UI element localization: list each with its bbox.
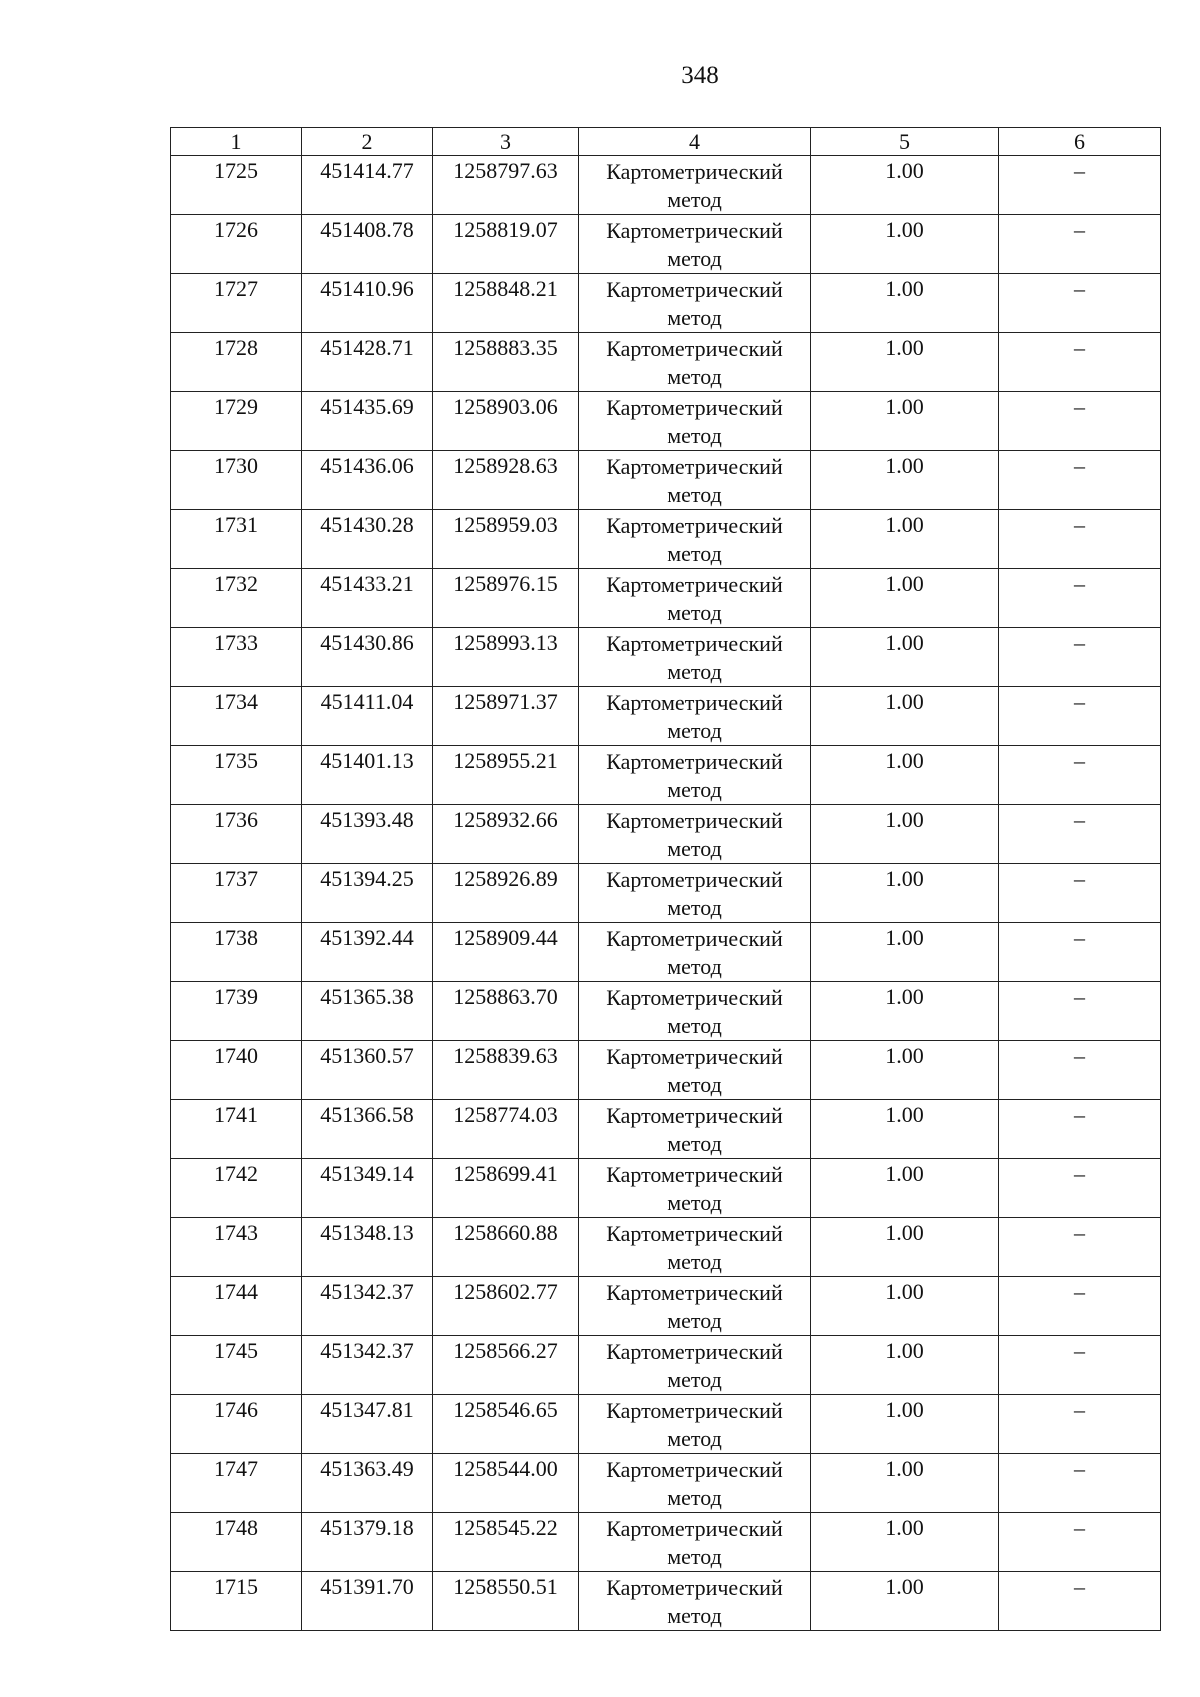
note-cell: – <box>999 1100 1161 1159</box>
method-cell: Картометрический метод <box>579 982 811 1041</box>
point-number-cell: 1746 <box>171 1395 302 1454</box>
y-coordinate-cell: 1258797.63 <box>433 156 579 215</box>
y-coordinate-cell: 1258839.63 <box>433 1041 579 1100</box>
point-number-cell: 1731 <box>171 510 302 569</box>
point-number-cell: 1742 <box>171 1159 302 1218</box>
y-coordinate-cell: 1258955.21 <box>433 746 579 805</box>
accuracy-cell: 1.00 <box>811 1454 999 1513</box>
accuracy-cell: 1.00 <box>811 864 999 923</box>
table-row <box>171 1041 1161 1100</box>
y-coordinate-cell: 1258546.65 <box>433 1395 579 1454</box>
accuracy-cell: 1.00 <box>811 451 999 510</box>
table-row <box>171 1395 1161 1454</box>
point-number-cell: 1743 <box>171 1218 302 1277</box>
method-cell: Картометрический метод <box>579 1041 811 1100</box>
note-cell: – <box>999 569 1161 628</box>
accuracy-cell: 1.00 <box>811 687 999 746</box>
page-number: 348 <box>681 62 719 89</box>
note-cell: – <box>999 1454 1161 1513</box>
method-cell: Картометрический метод <box>579 1336 811 1395</box>
point-number-cell: 1739 <box>171 982 302 1041</box>
accuracy-cell: 1.00 <box>811 215 999 274</box>
x-coordinate-cell: 451433.21 <box>302 569 433 628</box>
header-cell-3: 3 <box>433 128 579 156</box>
note-cell: – <box>999 510 1161 569</box>
accuracy-cell: 1.00 <box>811 982 999 1041</box>
accuracy-cell: 1.00 <box>811 923 999 982</box>
point-number-cell: 1728 <box>171 333 302 392</box>
y-coordinate-cell: 1258550.51 <box>433 1572 579 1631</box>
y-coordinate-cell: 1258928.63 <box>433 451 579 510</box>
table-row <box>171 1572 1161 1631</box>
x-coordinate-cell: 451347.81 <box>302 1395 433 1454</box>
y-coordinate-cell: 1258909.44 <box>433 923 579 982</box>
point-number-cell: 1737 <box>171 864 302 923</box>
header-cell-4: 4 <box>579 128 811 156</box>
x-coordinate-cell: 451401.13 <box>302 746 433 805</box>
note-cell: – <box>999 274 1161 333</box>
method-cell: Картометрический метод <box>579 156 811 215</box>
accuracy-cell: 1.00 <box>811 1100 999 1159</box>
x-coordinate-cell: 451436.06 <box>302 451 433 510</box>
point-number-cell: 1734 <box>171 687 302 746</box>
note-cell: – <box>999 1159 1161 1218</box>
point-number-cell: 1744 <box>171 1277 302 1336</box>
table-row <box>171 628 1161 687</box>
point-number-cell: 1747 <box>171 1454 302 1513</box>
y-coordinate-cell: 1258959.03 <box>433 510 579 569</box>
note-cell: – <box>999 1041 1161 1100</box>
x-coordinate-cell: 451366.58 <box>302 1100 433 1159</box>
table-row <box>171 1454 1161 1513</box>
y-coordinate-cell: 1258699.41 <box>433 1159 579 1218</box>
method-cell: Картометрический метод <box>579 1100 811 1159</box>
accuracy-cell: 1.00 <box>811 1572 999 1631</box>
table-row <box>171 1100 1161 1159</box>
y-coordinate-cell: 1258819.07 <box>433 215 579 274</box>
x-coordinate-cell: 451363.49 <box>302 1454 433 1513</box>
note-cell: – <box>999 805 1161 864</box>
accuracy-cell: 1.00 <box>811 392 999 451</box>
method-cell: Картометрический метод <box>579 1277 811 1336</box>
x-coordinate-cell: 451414.77 <box>302 156 433 215</box>
y-coordinate-cell: 1258926.89 <box>433 864 579 923</box>
y-coordinate-cell: 1258863.70 <box>433 982 579 1041</box>
table-row <box>171 805 1161 864</box>
y-coordinate-cell: 1258774.03 <box>433 1100 579 1159</box>
accuracy-cell: 1.00 <box>811 510 999 569</box>
point-number-cell: 1736 <box>171 805 302 864</box>
point-number-cell: 1732 <box>171 569 302 628</box>
x-coordinate-cell: 451392.44 <box>302 923 433 982</box>
method-cell: Картометрический метод <box>579 1572 811 1631</box>
accuracy-cell: 1.00 <box>811 1513 999 1572</box>
accuracy-cell: 1.00 <box>811 274 999 333</box>
note-cell: – <box>999 1277 1161 1336</box>
table-row <box>171 510 1161 569</box>
method-cell: Картометрический метод <box>579 392 811 451</box>
x-coordinate-cell: 451435.69 <box>302 392 433 451</box>
note-cell: – <box>999 215 1161 274</box>
method-cell: Картометрический метод <box>579 923 811 982</box>
header-cell-6: 6 <box>999 128 1161 156</box>
header-cell-2: 2 <box>302 128 433 156</box>
y-coordinate-cell: 1258660.88 <box>433 1218 579 1277</box>
point-number-cell: 1725 <box>171 156 302 215</box>
y-coordinate-cell: 1258903.06 <box>433 392 579 451</box>
y-coordinate-cell: 1258993.13 <box>433 628 579 687</box>
note-cell: – <box>999 1513 1161 1572</box>
table-row <box>171 274 1161 333</box>
method-cell: Картометрический метод <box>579 864 811 923</box>
x-coordinate-cell: 451430.86 <box>302 628 433 687</box>
table-row <box>171 687 1161 746</box>
y-coordinate-cell: 1258848.21 <box>433 274 579 333</box>
note-cell: – <box>999 1395 1161 1454</box>
header-cell-1: 1 <box>171 128 302 156</box>
y-coordinate-cell: 1258545.22 <box>433 1513 579 1572</box>
method-cell: Картометрический метод <box>579 805 811 864</box>
y-coordinate-cell: 1258544.00 <box>433 1454 579 1513</box>
accuracy-cell: 1.00 <box>811 1159 999 1218</box>
method-cell: Картометрический метод <box>579 333 811 392</box>
point-number-cell: 1745 <box>171 1336 302 1395</box>
point-number-cell: 1726 <box>171 215 302 274</box>
method-cell: Картометрический метод <box>579 628 811 687</box>
table-row <box>171 1159 1161 1218</box>
note-cell: – <box>999 864 1161 923</box>
point-number-cell: 1738 <box>171 923 302 982</box>
method-cell: Картометрический метод <box>579 1159 811 1218</box>
note-cell: – <box>999 333 1161 392</box>
y-coordinate-cell: 1258566.27 <box>433 1336 579 1395</box>
note-cell: – <box>999 392 1161 451</box>
accuracy-cell: 1.00 <box>811 1041 999 1100</box>
y-coordinate-cell: 1258883.35 <box>433 333 579 392</box>
table-row <box>171 1218 1161 1277</box>
accuracy-cell: 1.00 <box>811 569 999 628</box>
table-row <box>171 451 1161 510</box>
note-cell: – <box>999 687 1161 746</box>
method-cell: Картометрический метод <box>579 569 811 628</box>
y-coordinate-cell: 1258932.66 <box>433 805 579 864</box>
x-coordinate-cell: 451349.14 <box>302 1159 433 1218</box>
table-row <box>171 1277 1161 1336</box>
note-cell: – <box>999 746 1161 805</box>
point-number-cell: 1727 <box>171 274 302 333</box>
point-number-cell: 1733 <box>171 628 302 687</box>
point-number-cell: 1729 <box>171 392 302 451</box>
x-coordinate-cell: 451410.96 <box>302 274 433 333</box>
x-coordinate-cell: 451365.38 <box>302 982 433 1041</box>
table-row <box>171 156 1161 215</box>
point-number-cell: 1730 <box>171 451 302 510</box>
accuracy-cell: 1.00 <box>811 156 999 215</box>
accuracy-cell: 1.00 <box>811 1336 999 1395</box>
coordinates-table <box>170 127 1161 1631</box>
x-coordinate-cell: 451348.13 <box>302 1218 433 1277</box>
accuracy-cell: 1.00 <box>811 746 999 805</box>
header-cell-5: 5 <box>811 128 999 156</box>
point-number-cell: 1740 <box>171 1041 302 1100</box>
table-row <box>171 746 1161 805</box>
x-coordinate-cell: 451391.70 <box>302 1572 433 1631</box>
table-row <box>171 923 1161 982</box>
method-cell: Картометрический метод <box>579 215 811 274</box>
note-cell: – <box>999 451 1161 510</box>
x-coordinate-cell: 451379.18 <box>302 1513 433 1572</box>
x-coordinate-cell: 451393.48 <box>302 805 433 864</box>
x-coordinate-cell: 451430.28 <box>302 510 433 569</box>
table-body <box>171 156 1161 1631</box>
method-cell: Картометрический метод <box>579 1218 811 1277</box>
method-cell: Картометрический метод <box>579 1513 811 1572</box>
y-coordinate-cell: 1258976.15 <box>433 569 579 628</box>
point-number-cell: 1715 <box>171 1572 302 1631</box>
method-cell: Картометрический метод <box>579 274 811 333</box>
note-cell: – <box>999 628 1161 687</box>
point-number-cell: 1735 <box>171 746 302 805</box>
x-coordinate-cell: 451394.25 <box>302 864 433 923</box>
note-cell: – <box>999 1218 1161 1277</box>
table-row <box>171 1513 1161 1572</box>
method-cell: Картометрический метод <box>579 746 811 805</box>
table-header <box>171 128 1161 156</box>
note-cell: – <box>999 1572 1161 1631</box>
method-cell: Картометрический метод <box>579 1395 811 1454</box>
accuracy-cell: 1.00 <box>811 628 999 687</box>
y-coordinate-cell: 1258971.37 <box>433 687 579 746</box>
table-row <box>171 1336 1161 1395</box>
x-coordinate-cell: 451408.78 <box>302 215 433 274</box>
method-cell: Картометрический метод <box>579 510 811 569</box>
note-cell: – <box>999 156 1161 215</box>
x-coordinate-cell: 451342.37 <box>302 1277 433 1336</box>
x-coordinate-cell: 451360.57 <box>302 1041 433 1100</box>
table-row <box>171 982 1161 1041</box>
table-row <box>171 215 1161 274</box>
note-cell: – <box>999 923 1161 982</box>
coordinates-table-container <box>170 127 1160 1631</box>
header-row <box>171 128 1161 156</box>
note-cell: – <box>999 982 1161 1041</box>
x-coordinate-cell: 451342.37 <box>302 1336 433 1395</box>
accuracy-cell: 1.00 <box>811 1395 999 1454</box>
method-cell: Картометрический метод <box>579 687 811 746</box>
accuracy-cell: 1.00 <box>811 1218 999 1277</box>
accuracy-cell: 1.00 <box>811 805 999 864</box>
method-cell: Картометрический метод <box>579 1454 811 1513</box>
accuracy-cell: 1.00 <box>811 1277 999 1336</box>
point-number-cell: 1748 <box>171 1513 302 1572</box>
table-row <box>171 864 1161 923</box>
y-coordinate-cell: 1258602.77 <box>433 1277 579 1336</box>
accuracy-cell: 1.00 <box>811 333 999 392</box>
method-cell: Картометрический метод <box>579 451 811 510</box>
table-row <box>171 569 1161 628</box>
x-coordinate-cell: 451428.71 <box>302 333 433 392</box>
point-number-cell: 1741 <box>171 1100 302 1159</box>
table-row <box>171 392 1161 451</box>
note-cell: – <box>999 1336 1161 1395</box>
table-row <box>171 333 1161 392</box>
x-coordinate-cell: 451411.04 <box>302 687 433 746</box>
